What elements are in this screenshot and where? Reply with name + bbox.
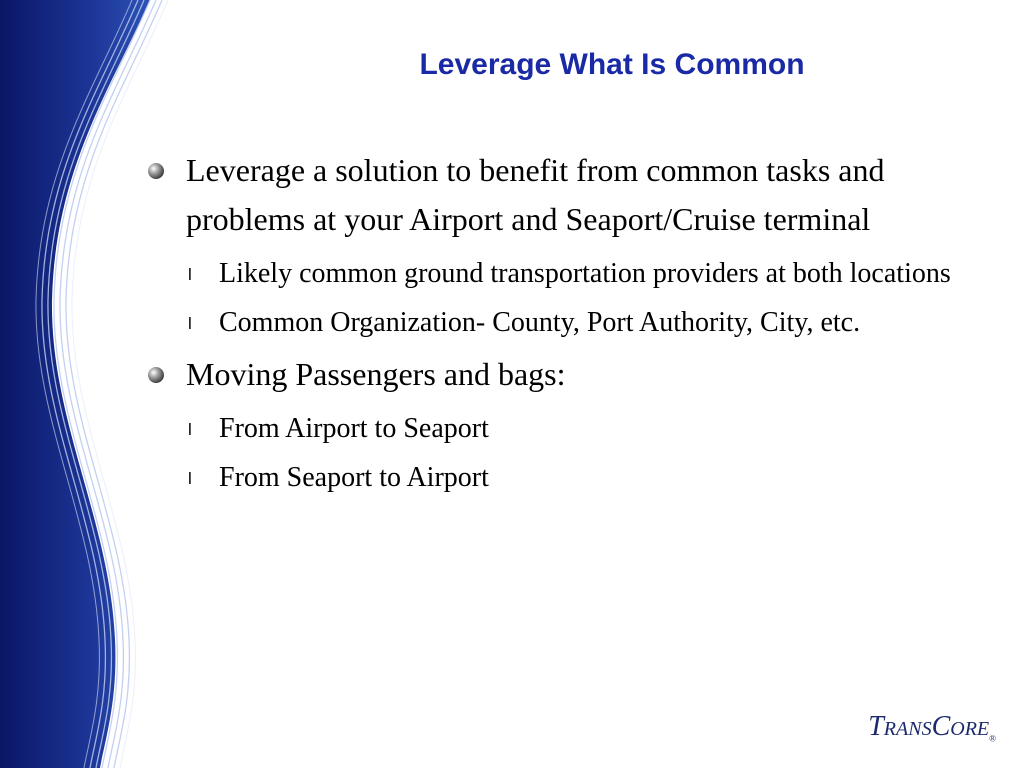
sub-bullet-marker: l <box>188 265 192 284</box>
decorative-left-band <box>0 0 170 768</box>
slide-title: Leverage What Is Common <box>419 48 805 81</box>
transcore-logo: $TRANSCORE_®$ <box>868 711 996 744</box>
sub-bullet-item <box>148 252 1008 295</box>
sphere-bullet-icon <box>148 163 164 179</box>
bullet-list <box>148 146 1008 505</box>
sub-bullet-marker: l <box>188 469 192 488</box>
bullet-text: Leverage a solution to benefit from common tasks and problems at your Airport and Seaport/Cruise terminal <box>186 152 885 237</box>
sub-bullet-text: From Airport to Seaport <box>219 413 489 444</box>
bullet-item <box>148 350 1008 399</box>
sub-bullet-marker: l <box>188 420 192 439</box>
sub-bullet-item <box>148 301 1008 344</box>
sub-bullet-marker: l <box>188 314 192 333</box>
sub-bullet-item <box>148 407 1008 450</box>
sub-bullet-text: Common Organization- County, Port Authority, City, etc. <box>219 307 861 338</box>
sub-bullet-item <box>148 456 1008 499</box>
sub-bullet-text: From Seaport to Airport <box>219 462 489 493</box>
sub-bullet-text: Likely common ground transportation providers at both locations <box>219 258 951 289</box>
bullet-text: Moving Passengers and bags: <box>186 356 566 392</box>
bullet-item <box>148 146 1008 244</box>
sphere-bullet-icon <box>148 367 164 383</box>
